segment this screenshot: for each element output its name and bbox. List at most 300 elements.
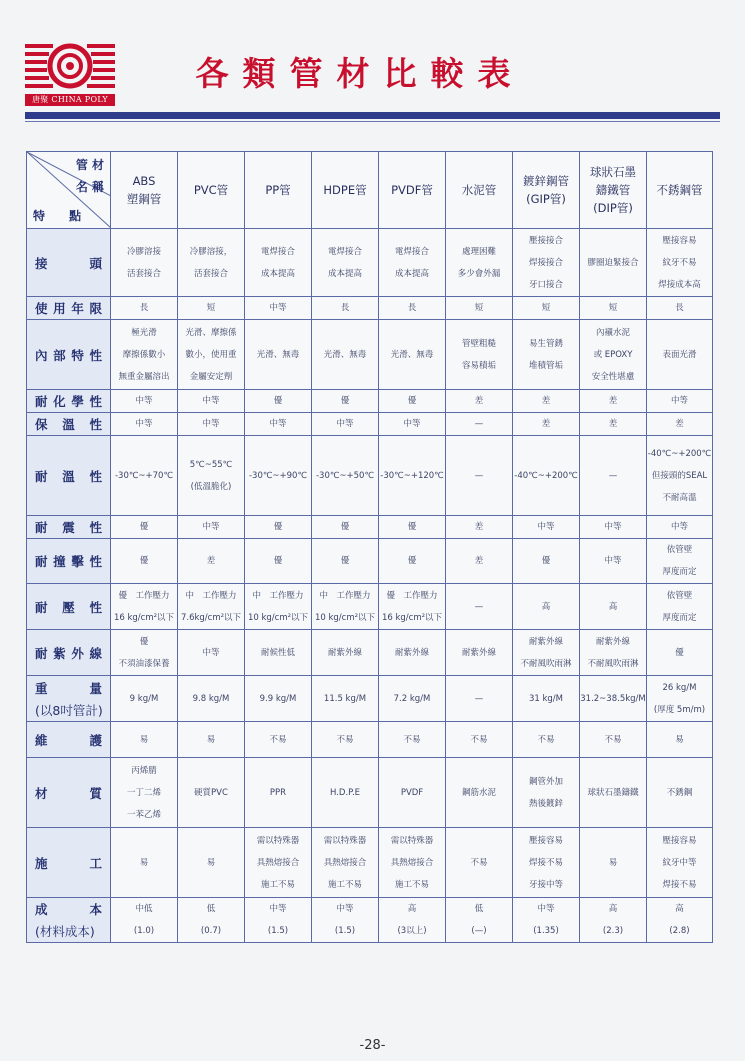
table-cell [379, 898, 446, 943]
cell-text: 牙接中等 [528, 879, 563, 890]
row-label-text: 材 [35, 785, 48, 801]
table-row [27, 297, 713, 320]
table-cell [178, 584, 245, 630]
row-label [27, 516, 111, 539]
cell-text: 活套接合 [193, 268, 228, 279]
table-cell [446, 630, 513, 676]
cell-text: 差 [541, 396, 551, 406]
cell-text: 優 [139, 522, 149, 532]
header-rule [25, 112, 720, 119]
table-cell [245, 229, 312, 297]
cell-text: 光滑、無毒 [323, 349, 367, 360]
cell-text: 堆積管垢 [528, 360, 563, 371]
column-header: ABS 塑鋼管 [111, 152, 178, 229]
page-title: 各類管材比較表 [195, 54, 525, 93]
row-label-text: 耐 [35, 468, 48, 484]
cell-text: (低溫脆化) [190, 481, 232, 492]
table-cell [446, 722, 513, 758]
row-label-text: 本 [89, 902, 102, 917]
cell-text: 9 kg/M [129, 693, 159, 704]
logo-text: 唐聚 CHINA POLY [25, 94, 115, 106]
cell-text: 或 EPOXY [593, 349, 633, 360]
page-header [0, 0, 745, 125]
cell-text: 管壁粗糙 [461, 338, 496, 349]
cell-text: 球狀石墨鑄鐵 [587, 787, 639, 798]
cell-text: 厚度而定 [662, 567, 697, 577]
cell-text: 鋼管外加 [528, 776, 563, 787]
table-cell [446, 297, 513, 320]
cell-text: 高 [541, 601, 551, 612]
column-header: 鍍鋅鋼管 (GIP管) [513, 152, 580, 229]
row-label-text: 性 [89, 599, 102, 615]
cell-text: (—) [471, 926, 487, 936]
table-row [27, 722, 713, 758]
cell-text: 中等 [202, 396, 220, 406]
cell-text: 活套接合 [126, 268, 161, 279]
table-cell [647, 297, 713, 320]
row-label [27, 413, 111, 436]
table-cell [446, 539, 513, 584]
cell-text: 具熱熔接合 [390, 857, 434, 868]
table-cell [446, 229, 513, 297]
cell-text: — [474, 419, 484, 429]
table-cell [513, 436, 580, 516]
cell-text: 5℃~55℃ [189, 459, 233, 470]
cell-text: 焊接不易 [528, 857, 563, 868]
table-cell [111, 297, 178, 320]
cell-text: 施工不易 [260, 879, 295, 890]
cell-text: -30℃~+90℃ [248, 470, 308, 481]
cell-text: 無重金屬溶出 [118, 371, 170, 382]
cell-text: 短 [206, 303, 216, 313]
table-cell [178, 828, 245, 898]
column-header: PVC管 [178, 152, 245, 229]
table-cell [245, 539, 312, 584]
table-cell [647, 229, 713, 297]
table-cell [178, 297, 245, 320]
table-row [27, 828, 713, 898]
cell-text: 熱後鍍鋅 [528, 798, 563, 809]
cell-text: 中等 [202, 419, 220, 429]
table-cell [111, 436, 178, 516]
cell-text: 耐紫外線 [528, 636, 563, 647]
cell-text: 中等 [269, 303, 287, 313]
cell-text: 電焊接合 [327, 246, 362, 257]
cell-text: 不易 [470, 857, 488, 868]
table-cell [111, 320, 178, 390]
cell-text: — [474, 470, 484, 481]
row-label [27, 722, 111, 758]
table-cell [312, 436, 379, 516]
table-cell [647, 630, 713, 676]
cell-text: -40℃~+200℃ [647, 448, 712, 459]
row-label [27, 320, 111, 390]
cell-text: 短 [608, 303, 618, 313]
cell-text: 中 工作壓力 [185, 590, 237, 601]
cell-text: (厚度 5m/m) [653, 704, 706, 715]
row-label-text: 保溫性 [35, 417, 102, 432]
table-cell [580, 436, 647, 516]
table-cell [178, 539, 245, 584]
cell-text: -30℃~+70℃ [114, 470, 174, 481]
table-row [27, 390, 713, 413]
row-label-text: 耐 [35, 599, 48, 615]
column-header: 不銹鋼管 [647, 152, 713, 229]
cell-text: 易 [675, 734, 684, 745]
cell-text: 低 [474, 904, 484, 914]
table-cell [446, 898, 513, 943]
table-cell [312, 516, 379, 539]
cell-text: 中等 [202, 647, 220, 658]
row-label [27, 676, 111, 722]
table-cell [312, 390, 379, 413]
cell-text: 數小，使用重 [185, 349, 237, 360]
cell-text: 不銹鋼 [666, 787, 693, 798]
cell-text: 不易 [269, 734, 287, 745]
cell-text: 不易 [403, 734, 421, 745]
cell-text: (3以上) [397, 926, 427, 936]
table-cell [513, 630, 580, 676]
cell-text: 光滑、無毒 [256, 349, 300, 360]
table-cell [111, 758, 178, 828]
table-cell [245, 320, 312, 390]
table-cell [446, 436, 513, 516]
table-cell [245, 828, 312, 898]
cell-text: H.D.P.E [329, 787, 361, 798]
cell-text: 施工不易 [394, 879, 429, 890]
cell-text: 成本提高 [394, 268, 429, 279]
cell-text: 電焊接合 [260, 246, 295, 257]
table-cell [245, 516, 312, 539]
cell-text: -30℃~+50℃ [315, 470, 375, 481]
table-cell [379, 539, 446, 584]
table-cell [178, 320, 245, 390]
cell-text: 不易 [604, 734, 622, 745]
table-cell [647, 828, 713, 898]
cell-text: 31 kg/M [528, 693, 564, 704]
cell-text: 丙烯腈 [131, 765, 157, 776]
table-row [27, 584, 713, 630]
cell-text: 差 [474, 522, 484, 532]
cell-text: (2.3) [602, 926, 624, 936]
table-row [27, 630, 713, 676]
table-cell [245, 630, 312, 676]
cell-text: 處理困難 [461, 246, 496, 257]
table-cell [111, 390, 178, 413]
cell-text: 但接頭的SEAL [651, 470, 708, 481]
cell-text: — [608, 470, 618, 481]
table-cell [245, 758, 312, 828]
table-cell [111, 676, 178, 722]
row-label-text: 耐撞擊性 [35, 554, 102, 569]
cell-text: 易 [139, 857, 149, 868]
cell-text: 易 [206, 734, 216, 745]
cell-text: 依管壁 [666, 545, 693, 555]
table-cell [245, 584, 312, 630]
table-cell [178, 722, 245, 758]
row-label [27, 584, 111, 630]
table-cell [312, 539, 379, 584]
row-label-text: 工 [89, 855, 102, 871]
cell-text: 壓接接合 [528, 235, 563, 246]
cell-text: 長 [407, 303, 417, 313]
cell-text: 優 工作壓力 [118, 590, 170, 601]
table-cell [178, 676, 245, 722]
row-label-text: 護 [89, 732, 102, 748]
cell-text: 鋼筋水泥 [461, 787, 496, 798]
row-label [27, 390, 111, 413]
row-label-text: 維 [35, 732, 48, 748]
cell-text: 一苯乙烯 [126, 809, 161, 820]
cell-text: 不耐高溫 [662, 492, 697, 503]
cell-text: 中等 [537, 904, 555, 914]
row-label [27, 758, 111, 828]
cell-text: 中等 [670, 522, 688, 532]
cell-text: 極光滑 [131, 327, 157, 338]
table-cell [647, 413, 713, 436]
table-cell [245, 297, 312, 320]
cell-text: 具熱熔接合 [323, 857, 367, 868]
table-cell [513, 229, 580, 297]
cell-text: 不易 [336, 734, 354, 745]
cell-text: 16 kg/cm²以下 [113, 612, 175, 623]
column-header: HDPE管 [312, 152, 379, 229]
table-cell [513, 516, 580, 539]
table-cell [379, 229, 446, 297]
cell-text: 耐紫外線 [461, 647, 496, 658]
table-cell [647, 320, 713, 390]
table-cell [111, 539, 178, 584]
row-label-text: 壓 [62, 599, 75, 615]
cell-text: 差 [541, 419, 551, 429]
table-cell [513, 539, 580, 584]
cell-text: — [474, 693, 484, 704]
row-label-text: 耐紫外線 [35, 645, 102, 661]
table-cell [513, 898, 580, 943]
row-label-text: 溫 [62, 468, 75, 484]
table-row [27, 436, 713, 516]
row-label-text: 內部特性 [35, 347, 102, 363]
cell-text: 高 [608, 601, 618, 612]
cell-text: 焊接不易 [662, 879, 697, 890]
cell-text: 10 kg/cm²以下 [314, 612, 376, 623]
cell-text: 短 [474, 303, 484, 313]
cell-text: 低 [206, 904, 216, 914]
table-cell [312, 828, 379, 898]
table-cell [111, 516, 178, 539]
row-label-text: 性 [89, 468, 102, 484]
cell-text: 中等 [604, 522, 622, 532]
cell-text: 中 工作壓力 [319, 590, 371, 601]
cell-text: 冷膠溶接， [189, 246, 233, 257]
row-label-text: 重 [35, 680, 48, 696]
cell-text: 優 [340, 556, 350, 566]
table-row [27, 758, 713, 828]
cell-text: 安全性堪慮 [591, 371, 635, 382]
table-cell [580, 758, 647, 828]
cell-text: 耐候性低 [260, 647, 295, 658]
table-cell [647, 584, 713, 630]
row-label [27, 297, 111, 320]
table-cell [379, 722, 446, 758]
cell-text: — [474, 601, 484, 612]
row-label-text: 耐化學性 [35, 394, 102, 409]
cell-text: 16 kg/cm²以下 [381, 612, 443, 623]
table-cell [513, 758, 580, 828]
table-cell [580, 828, 647, 898]
table-cell [178, 413, 245, 436]
table-cell [312, 758, 379, 828]
table-cell [647, 758, 713, 828]
cell-text: 差 [474, 396, 484, 406]
table-cell [580, 297, 647, 320]
row-label [27, 630, 111, 676]
column-header: 水泥管 [446, 152, 513, 229]
table-cell [647, 539, 713, 584]
row-label-sub: (材料成本) [35, 924, 95, 939]
cell-text: 膠圈迫緊接合 [587, 257, 639, 268]
table-cell [178, 229, 245, 297]
cell-text: 具熱熔接合 [256, 857, 300, 868]
table-cell [312, 630, 379, 676]
table-cell [513, 413, 580, 436]
cell-text: 長 [675, 303, 684, 313]
cell-text: 硬質PVC [194, 787, 228, 798]
row-label [27, 436, 111, 516]
corner-material: 管 材 [75, 158, 104, 172]
cell-text: 優 工作壓力 [386, 590, 438, 601]
column-header: PVDF管 [379, 152, 446, 229]
table-cell [580, 320, 647, 390]
row-label-text: 施 [35, 855, 48, 871]
cell-text: 優 [340, 522, 350, 532]
table-cell [245, 676, 312, 722]
row-label-text: 耐震性 [35, 520, 102, 535]
cell-text: 內襯水泥 [595, 327, 630, 338]
table-cell [312, 584, 379, 630]
table-cell [379, 828, 446, 898]
table-row [27, 320, 713, 390]
cell-text: (1.5) [334, 926, 356, 936]
cell-text: 31.2~38.5kg/M [580, 693, 646, 704]
cell-text: 表面光滑 [662, 349, 697, 360]
table-cell [446, 413, 513, 436]
cell-text: 優 [273, 396, 283, 406]
table-cell [111, 630, 178, 676]
table-cell [245, 722, 312, 758]
row-label-text: 成 [35, 902, 48, 917]
cell-text: 容易積垢 [461, 360, 496, 371]
cell-text: 優 [273, 556, 283, 566]
table-cell [379, 436, 446, 516]
table-cell [513, 676, 580, 722]
table-cell [379, 584, 446, 630]
table-cell [446, 676, 513, 722]
table-cell [580, 413, 647, 436]
row-label-sub: (以8吋管計) [35, 702, 103, 718]
table-cell [178, 436, 245, 516]
cell-text: 壓接容易 [662, 835, 697, 846]
cell-text: 不須油漆保養 [118, 658, 170, 669]
row-label [27, 539, 111, 584]
table-cell [446, 516, 513, 539]
cell-text: -30℃~+120℃ [380, 470, 444, 481]
table-row [27, 229, 713, 297]
cell-text: 短 [541, 303, 551, 313]
cell-text: 9.9 kg/M [259, 693, 297, 704]
table-cell [580, 676, 647, 722]
table-cell [312, 722, 379, 758]
table-cell [111, 584, 178, 630]
table-cell [379, 320, 446, 390]
column-header: PP管 [245, 152, 312, 229]
cell-text: 優 [407, 396, 417, 406]
cell-text: 需以特殊器 [256, 835, 300, 846]
cell-text: PPR [269, 787, 287, 798]
table-cell [312, 676, 379, 722]
cell-text: 不易 [537, 734, 555, 745]
cell-text: 中等 [202, 522, 220, 532]
cell-text: (1.35) [533, 926, 559, 936]
table-cell [647, 390, 713, 413]
cell-text: 優 [340, 396, 350, 406]
table-cell [580, 539, 647, 584]
cell-text: 優 [273, 522, 283, 532]
cell-text: 冷膠溶接 [126, 246, 161, 257]
cell-text: 中等 [336, 904, 354, 914]
cell-text: 中等 [403, 419, 421, 429]
table-cell [379, 676, 446, 722]
table-row [27, 516, 713, 539]
cell-text: 7.6kg/cm²以下 [180, 612, 242, 623]
table-cell [446, 390, 513, 413]
table-cell [245, 898, 312, 943]
cell-text: 紋牙中等 [662, 857, 697, 868]
row-label-text: 頭 [89, 255, 102, 271]
table-cell [446, 828, 513, 898]
cell-text: 金屬安定劑 [189, 371, 233, 382]
cell-text: 優 [139, 556, 149, 566]
cell-text: 一丁二烯 [126, 787, 161, 798]
table-cell [580, 630, 647, 676]
cell-text: 需以特殊器 [323, 835, 367, 846]
table-cell [580, 584, 647, 630]
cell-text: 11.5 kg/M [323, 693, 367, 704]
table-cell [312, 229, 379, 297]
cell-text: 優 [541, 556, 551, 566]
cell-text: 施工不易 [327, 879, 362, 890]
cell-text: 中等 [135, 419, 153, 429]
table-cell [111, 722, 178, 758]
table-cell [513, 828, 580, 898]
table-cell [111, 828, 178, 898]
table-cell [513, 390, 580, 413]
cell-text: 依管壁 [666, 590, 693, 601]
table-row [27, 676, 713, 722]
row-label [27, 828, 111, 898]
cell-text: 中等 [269, 904, 287, 914]
table-cell [379, 297, 446, 320]
cell-text: 9.8 kg/M [192, 693, 230, 704]
table-cell [111, 413, 178, 436]
table-cell [379, 516, 446, 539]
pipe-comparison-table [26, 151, 713, 943]
cell-text: 中等 [336, 419, 354, 429]
cell-text: 差 [608, 419, 618, 429]
table-cell [580, 390, 647, 413]
row-label [27, 229, 111, 297]
cell-text: 長 [139, 303, 149, 313]
